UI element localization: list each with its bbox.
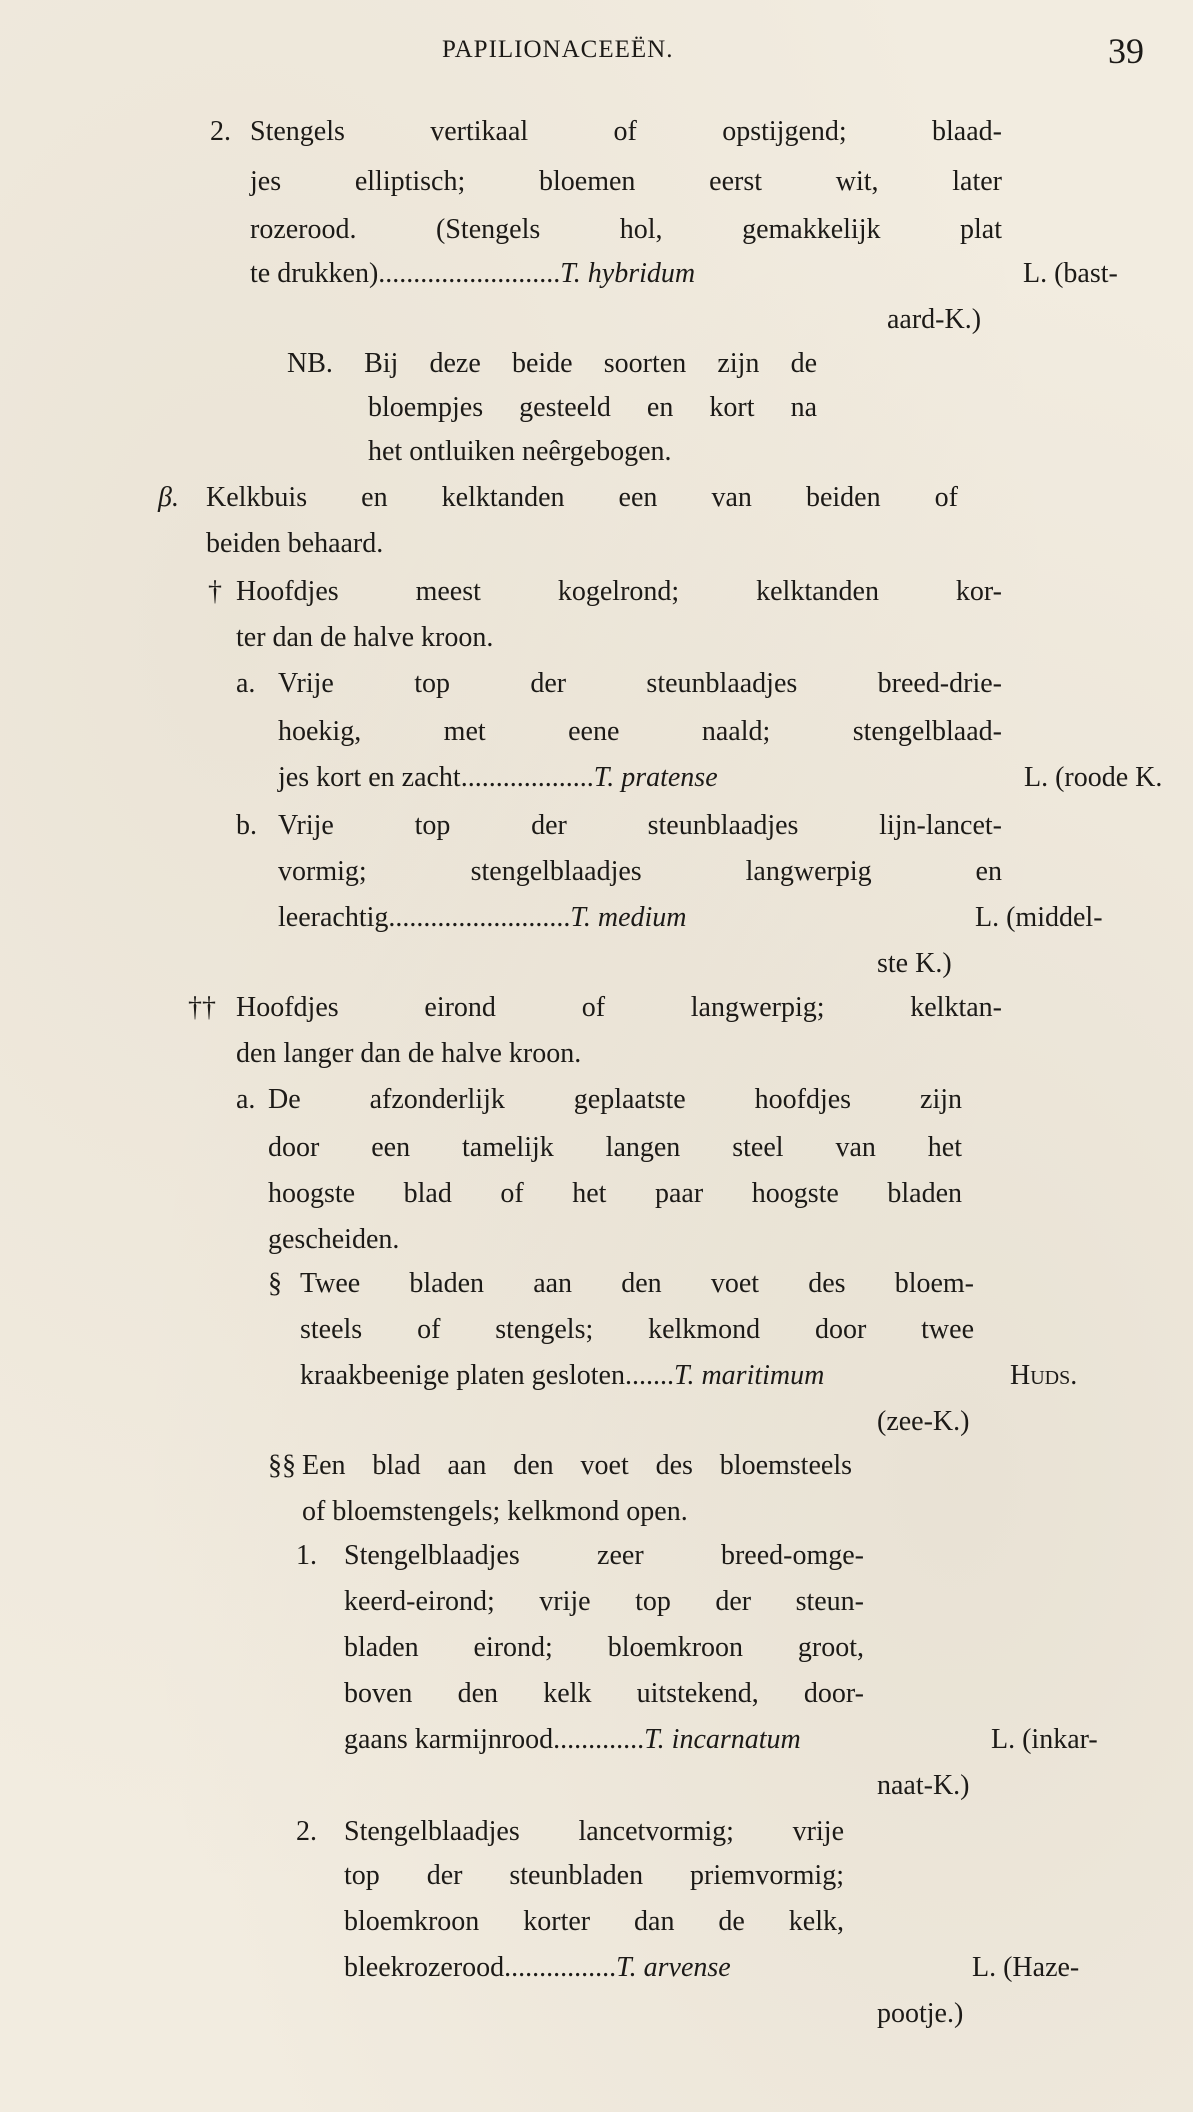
text-fragment: jes kort en zacht [278, 762, 461, 793]
text-fragment: gaans karmijnrood [344, 1724, 554, 1755]
text-line: Een blad aan den voet des bloemsteels [302, 1450, 852, 1481]
species-authority: Huds. [1010, 1360, 1078, 1391]
text-line: Hoofdjes meest kogelrond; kelktanden kor- [236, 576, 1002, 607]
species-authority: L. (inkar- [991, 1724, 1098, 1755]
text-line: bloemkroon korter dan de kelk, [344, 1906, 844, 1937]
list-marker: 2. [210, 116, 231, 147]
text-line: aard-K.) [887, 304, 982, 335]
text-line: Stengelblaadjes lancetvormig; vrije [344, 1816, 844, 1847]
note-line: bloempjes gesteeld en kort na [368, 392, 817, 423]
list-marker: a. [236, 1084, 256, 1115]
list-marker: † [208, 576, 222, 607]
leader-dots: .......................... [378, 258, 561, 289]
text-line: De afzonderlijk geplaatste hoofdjes zijn [268, 1084, 962, 1115]
text-line: Hoofdjes eirond of langwerpig; kelktan- [236, 992, 1002, 1023]
text-line: Vrije top der steunblaadjes breed-drie- [278, 668, 1002, 699]
note-line: NB. Bij deze beide soorten zijn de [287, 348, 817, 379]
text-line: ter dan de halve kroon. [236, 622, 494, 653]
text-line: pootje.) [877, 1998, 964, 2029]
species-name: T. arvense [616, 1952, 731, 1983]
species-name: T. incarnatum [644, 1724, 801, 1755]
leader-dots: ................... [460, 762, 594, 793]
text-line: hoekig, met eene naald; stengelblaad- [278, 716, 1002, 747]
page-number: 39 [1108, 31, 1144, 71]
text-line: jes elliptisch; bloemen eerst wit, later [250, 166, 1002, 197]
leader-dots: ................ [504, 1952, 617, 1983]
text-line: top der steunbladen priemvormig; [344, 1860, 844, 1891]
species-authority: L. (roode K. [1024, 762, 1163, 793]
text-line: door een tamelijk langen steel van het [268, 1132, 962, 1163]
text-line: boven den kelk uitstekend, door- [344, 1678, 864, 1709]
species-authority: L. (middel- [975, 902, 1103, 933]
text-fragment: bleekrozerood [344, 1952, 505, 1983]
text-line: steels of stengels; kelkmond door twee [300, 1314, 974, 1345]
key-line-species [300, 1358, 1078, 1394]
text-line: beiden behaard. [206, 528, 384, 559]
key-line-species [344, 1950, 1080, 1986]
text-line: rozerood. (Stengels hol, gemakkelijk plat [250, 214, 1002, 245]
list-marker: β. [158, 482, 179, 513]
text-line: ste K.) [877, 948, 952, 979]
species-name: T. pratense [593, 762, 718, 793]
text-line: (zee-K.) [877, 1406, 970, 1437]
list-marker: a. [236, 668, 256, 699]
leader-dots: ....... [624, 1360, 674, 1391]
text-fragment: kraakbeenige platen gesloten [300, 1360, 625, 1391]
text-line: hoogste blad of het paar hoogste bladen [268, 1178, 962, 1209]
page-header [0, 30, 1193, 80]
text-line: keerd-eirond; vrije top der steun- [344, 1586, 864, 1617]
species-name: T. maritimum [673, 1360, 825, 1391]
text-line: Kelkbuis en kelktanden een van beiden of [206, 482, 958, 513]
text-line: Stengels vertikaal of opstijgend; blaad- [250, 116, 1002, 147]
text-line: Vrije top der steunblaadjes lijn-lancet- [278, 810, 1002, 841]
text-fragment: leerachtig [278, 902, 389, 933]
list-marker: †† [188, 992, 216, 1023]
list-marker: 2. [296, 1816, 317, 1847]
species-authority: L. (Haze- [972, 1952, 1080, 1983]
leader-dots: ............. [553, 1724, 645, 1755]
species-name: T. medium [570, 902, 687, 933]
key-line-species [278, 900, 1103, 936]
text-line: bladen eirond; bloemkroon groot, [344, 1632, 864, 1663]
text-line: of bloemstengels; kelkmond open. [302, 1496, 688, 1527]
key-line-species [344, 1722, 1098, 1758]
text-line: gescheiden. [268, 1224, 400, 1255]
leader-dots: .......................... [388, 902, 571, 933]
list-marker: 1. [296, 1540, 317, 1571]
text-line: den langer dan de halve kroon. [236, 1038, 582, 1069]
species-authority: L. (bast- [1023, 258, 1118, 289]
text-line: Twee bladen aan den voet des bloem- [300, 1268, 974, 1299]
text-line: naat-K.) [877, 1770, 970, 1801]
list-marker: §§ [268, 1450, 296, 1481]
list-marker: § [268, 1268, 282, 1299]
text-fragment: te drukken) [250, 258, 379, 289]
key-line-species [278, 760, 1163, 796]
note-line: het ontluiken neêrgebogen. [368, 436, 672, 467]
text-line: Stengelblaadjes zeer breed-omge- [344, 1540, 864, 1571]
key-line-species [250, 256, 1118, 292]
text-line: vormig; stengelblaadjes langwerpig en [278, 856, 1002, 887]
running-title: PAPILIONACEEËN. [442, 36, 674, 63]
species-name: T. hybridum [560, 258, 696, 289]
list-marker: b. [236, 810, 257, 841]
